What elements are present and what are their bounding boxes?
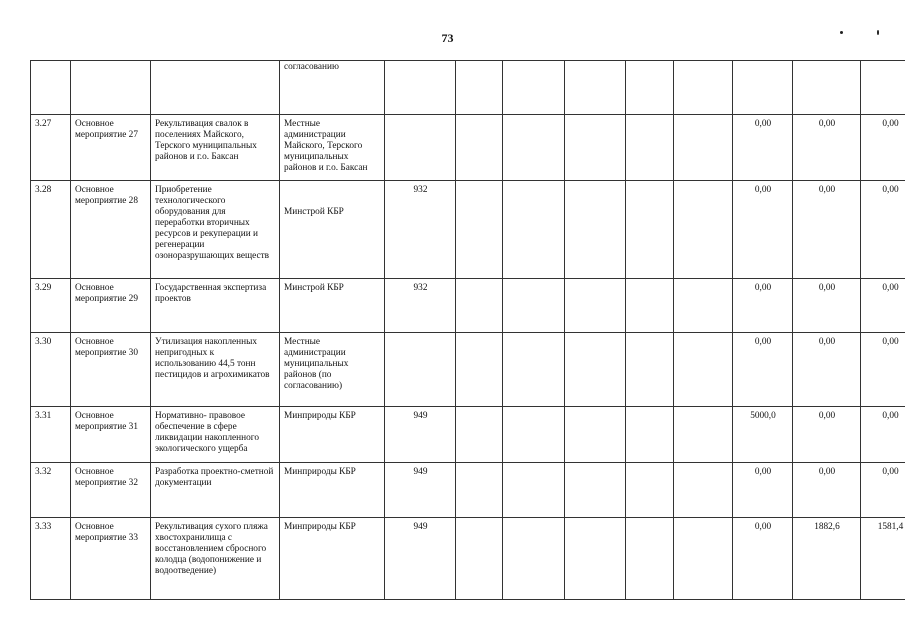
empty-cell [456, 181, 503, 279]
value-2: 0,00 [793, 115, 861, 181]
value-3: 0,00 [861, 463, 905, 518]
budget-code: 949 [385, 518, 456, 600]
empty-cell [565, 115, 626, 181]
executor: Местные администрации муниципальных районов (по согласованию) [280, 333, 385, 407]
budget-code: 932 [385, 279, 456, 333]
budget-code [385, 61, 456, 115]
measures-table [30, 60, 905, 600]
value-3: 0,00 [861, 181, 905, 279]
table-row [31, 61, 905, 115]
value-2 [793, 61, 861, 115]
scan-speck [877, 30, 879, 35]
empty-cell [456, 279, 503, 333]
value-3: 0,00 [861, 279, 905, 333]
budget-code: 949 [385, 407, 456, 463]
row-number: 3.33 [31, 518, 71, 600]
scan-speck [840, 31, 843, 34]
table-row [31, 463, 905, 518]
measure-name: Основное мероприятие 30 [71, 333, 151, 407]
table-row [31, 407, 905, 463]
value-2: 0,00 [793, 463, 861, 518]
measure-name: Основное мероприятие 27 [71, 115, 151, 181]
row-number [31, 61, 71, 115]
measure-description: Разработка проектно-сметной документации [151, 463, 280, 518]
value-3: 0,00 [861, 115, 905, 181]
empty-cell [565, 407, 626, 463]
value-1: 5000,0 [733, 407, 793, 463]
executor: согласованию [280, 61, 385, 115]
empty-cell [456, 463, 503, 518]
empty-cell [565, 61, 626, 115]
empty-cell [565, 181, 626, 279]
empty-cell [674, 115, 733, 181]
empty-cell [503, 61, 565, 115]
empty-cell [503, 181, 565, 279]
empty-cell [565, 333, 626, 407]
budget-code: 949 [385, 463, 456, 518]
budget-code [385, 333, 456, 407]
budget-code: 932 [385, 181, 456, 279]
empty-cell [503, 115, 565, 181]
value-1 [733, 61, 793, 115]
measure-description: Приобретение технологического оборудования для переработки вторичных ресурсов и рекуперации и регенерации озоноразрушающих веществ [151, 181, 280, 279]
empty-cell [626, 115, 674, 181]
value-1: 0,00 [733, 279, 793, 333]
row-number: 3.30 [31, 333, 71, 407]
empty-cell [626, 463, 674, 518]
value-2: 0,00 [793, 407, 861, 463]
measure-name: Основное мероприятие 33 [71, 518, 151, 600]
empty-cell [565, 463, 626, 518]
measure-description: Рекультивация сухого пляжа хвостохранилища с восстановлением сбросного колодца (водопонижение и водоотведение) [151, 518, 280, 600]
value-2: 0,00 [793, 333, 861, 407]
value-1: 0,00 [733, 518, 793, 600]
empty-cell [503, 333, 565, 407]
value-1: 0,00 [733, 181, 793, 279]
value-1: 0,00 [733, 463, 793, 518]
executor: Минприроды КБР [280, 463, 385, 518]
empty-cell [674, 333, 733, 407]
measure-name: Основное мероприятие 32 [71, 463, 151, 518]
measure-description: Нормативно- правовое обеспечение в сфере ликвидации накопленного экологического ущерба [151, 407, 280, 463]
value-3: 1581,4 [861, 518, 905, 600]
value-2: 0,00 [793, 181, 861, 279]
value-1: 0,00 [733, 333, 793, 407]
row-number: 3.32 [31, 463, 71, 518]
empty-cell [503, 463, 565, 518]
empty-cell [456, 115, 503, 181]
measure-description [151, 61, 280, 115]
table-row [31, 115, 905, 181]
row-number: 3.31 [31, 407, 71, 463]
executor: Минстрой КБР [280, 181, 385, 279]
table-row [31, 518, 905, 600]
executor: Местные администрации Майского, Терского муниципальных районов и г.о. Баксан [280, 115, 385, 181]
empty-cell [626, 407, 674, 463]
empty-cell [674, 61, 733, 115]
empty-cell [503, 279, 565, 333]
empty-cell [565, 518, 626, 600]
empty-cell [674, 181, 733, 279]
executor: Минприроды КБР [280, 407, 385, 463]
measure-description: Государственная экспертиза проектов [151, 279, 280, 333]
row-number: 3.28 [31, 181, 71, 279]
measure-description: Рекультивация свалок в поселениях Майского, Терского муниципальных районов и г.о. Баксан [151, 115, 280, 181]
empty-cell [456, 333, 503, 407]
empty-cell [456, 518, 503, 600]
empty-cell [626, 181, 674, 279]
executor: Минприроды КБР [280, 518, 385, 600]
empty-cell [565, 279, 626, 333]
budget-code [385, 115, 456, 181]
table-row [31, 333, 905, 407]
table-row [31, 279, 905, 333]
executor: Минстрой КБР [280, 279, 385, 333]
measure-name: Основное мероприятие 28 [71, 181, 151, 279]
measure-name [71, 61, 151, 115]
value-3: 0,00 [861, 407, 905, 463]
empty-cell [626, 279, 674, 333]
value-2: 1882,6 [793, 518, 861, 600]
empty-cell [674, 279, 733, 333]
empty-cell [674, 463, 733, 518]
measure-name: Основное мероприятие 29 [71, 279, 151, 333]
empty-cell [626, 518, 674, 600]
page-number: 73 [441, 31, 454, 45]
measure-description: Утилизация накопленных непригодных к использованию 44,5 тонн пестицидов и агрохимикатов [151, 333, 280, 407]
empty-cell [674, 518, 733, 600]
row-number: 3.29 [31, 279, 71, 333]
empty-cell [626, 61, 674, 115]
row-number: 3.27 [31, 115, 71, 181]
empty-cell [456, 407, 503, 463]
empty-cell [456, 61, 503, 115]
empty-cell [503, 518, 565, 600]
value-1: 0,00 [733, 115, 793, 181]
table-row [31, 181, 905, 279]
value-3: 0,00 [861, 333, 905, 407]
value-2: 0,00 [793, 279, 861, 333]
measure-name: Основное мероприятие 31 [71, 407, 151, 463]
value-3 [861, 61, 905, 115]
empty-cell [626, 333, 674, 407]
empty-cell [503, 407, 565, 463]
empty-cell [674, 407, 733, 463]
